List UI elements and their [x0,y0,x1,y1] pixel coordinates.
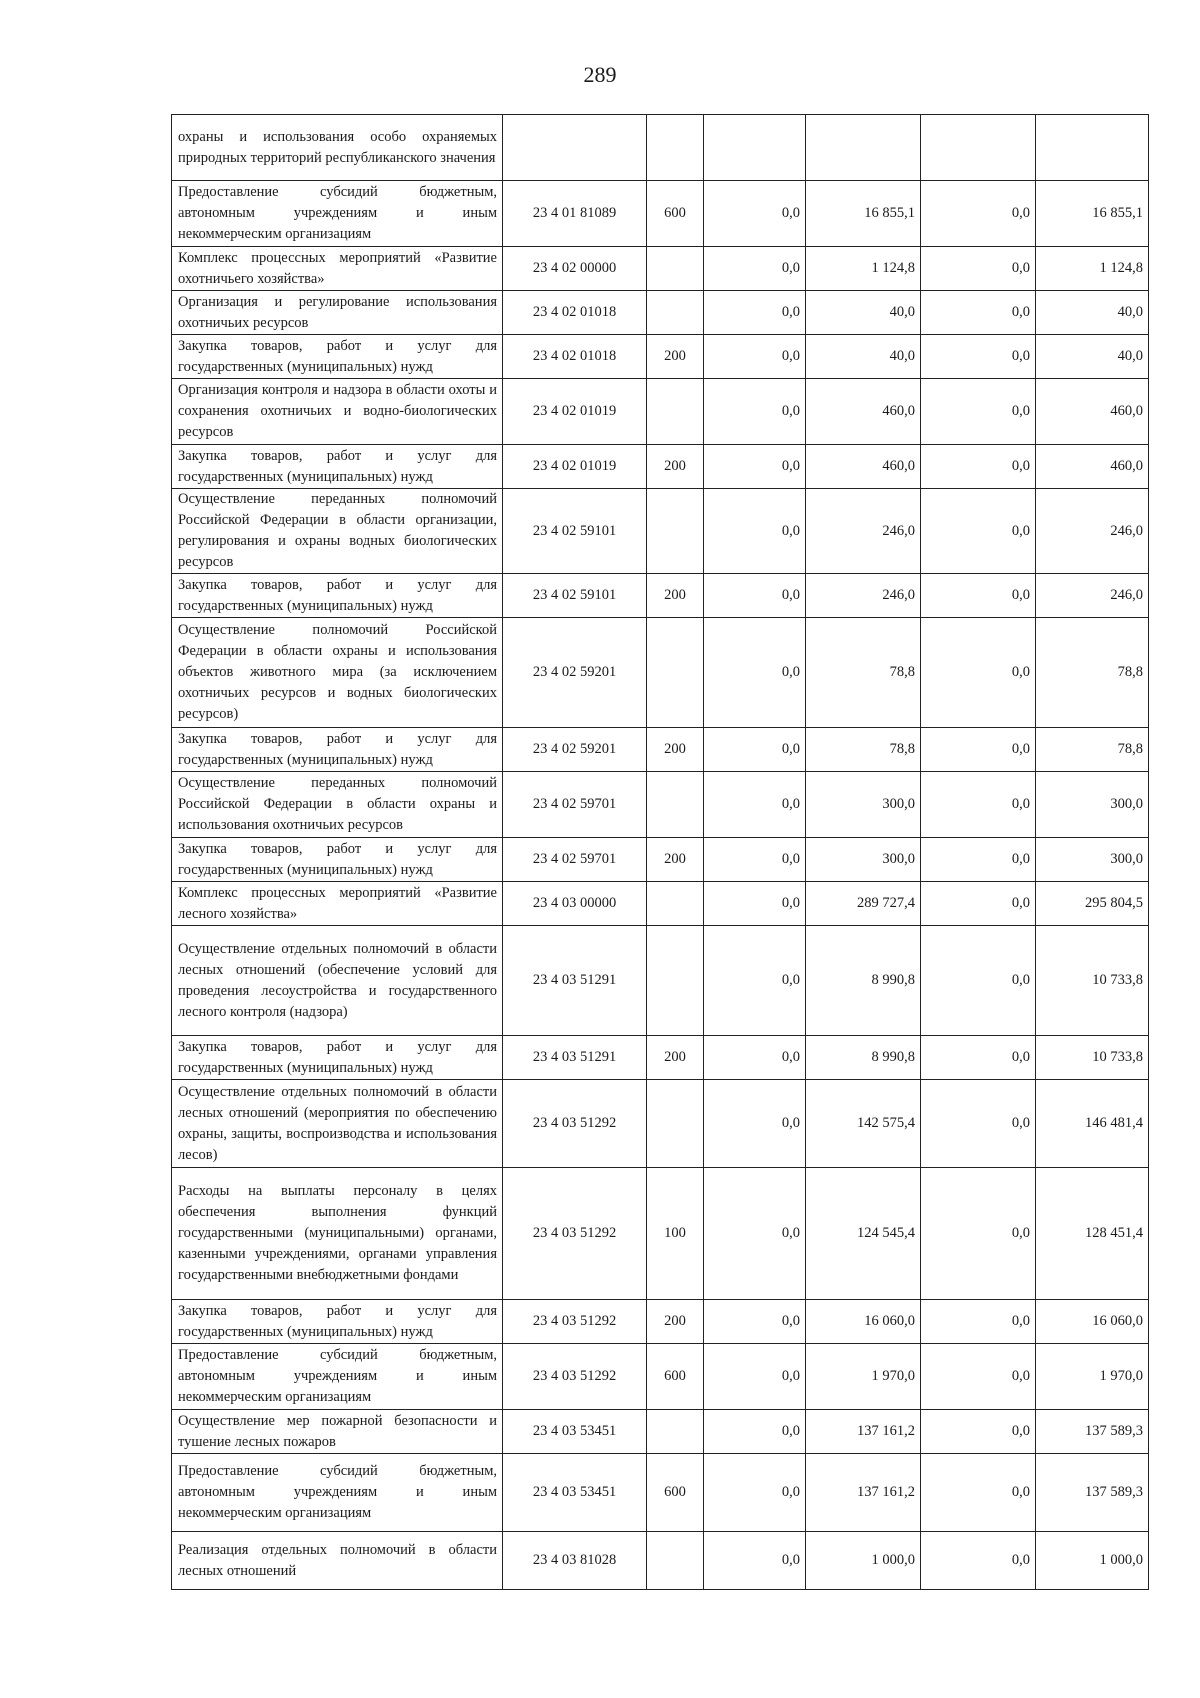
row-name: Организация контроля и надзора в области охоты и сохранения охотничьих и водно-биологических ресурсов [172,379,503,445]
row-value-1: 0,0 [704,379,806,445]
row-value-3: 0,0 [921,1300,1036,1344]
row-value-3: 0,0 [921,181,1036,247]
row-value-3: 0,0 [921,1344,1036,1410]
row-code [503,115,647,181]
row-value-4: 460,0 [1036,445,1149,489]
row-code: 23 4 03 00000 [503,882,647,926]
row-value-1: 0,0 [704,728,806,772]
row-value-4: 300,0 [1036,772,1149,838]
row-code: 23 4 03 53451 [503,1454,647,1532]
row-value-2: 78,8 [806,618,921,728]
row-value-3: 0,0 [921,618,1036,728]
table-row [172,574,1149,618]
row-value-2: 142 575,4 [806,1080,921,1168]
row-value-4: 10 733,8 [1036,926,1149,1036]
row-expense-type [647,926,704,1036]
row-value-2: 124 545,4 [806,1168,921,1300]
row-value-1: 0,0 [704,1300,806,1344]
row-value-2: 137 161,2 [806,1410,921,1454]
row-value-3: 0,0 [921,772,1036,838]
row-value-2: 300,0 [806,772,921,838]
row-name: Закупка товаров, работ и услуг для государственных (муниципальных) нужд [172,838,503,882]
row-name: Комплекс процессных мероприятий «Развитие охотничьего хозяйства» [172,247,503,291]
row-code: 23 4 02 00000 [503,247,647,291]
row-value-4: 460,0 [1036,379,1149,445]
row-value-4: 1 124,8 [1036,247,1149,291]
row-expense-type: 200 [647,574,704,618]
row-value-1: 0,0 [704,926,806,1036]
row-expense-type [647,115,704,181]
row-expense-type [647,489,704,574]
page-number: 289 [583,62,617,87]
row-code: 23 4 03 51291 [503,926,647,1036]
row-value-1: 0,0 [704,574,806,618]
row-name: Осуществление мер пожарной безопасности и тушение лесных пожаров [172,1410,503,1454]
row-value-4: 128 451,4 [1036,1168,1149,1300]
row-value-4: 295 804,5 [1036,882,1149,926]
row-name: Расходы на выплаты персоналу в целях обеспечения выполнения функций государственными (муниципальными) органами, казенными учреждениями, органами управления государственными внебюджетными фондами [172,1168,503,1300]
budget-table [171,114,1149,1590]
table-row [172,1300,1149,1344]
table-row [172,1454,1149,1532]
row-value-1: 0,0 [704,181,806,247]
row-value-3: 0,0 [921,1532,1036,1590]
row-expense-type: 200 [647,1036,704,1080]
row-value-4: 146 481,4 [1036,1080,1149,1168]
row-value-1 [704,115,806,181]
row-value-1: 0,0 [704,618,806,728]
row-value-1: 0,0 [704,445,806,489]
row-name: Закупка товаров, работ и услуг для государственных (муниципальных) нужд [172,1036,503,1080]
row-value-3: 0,0 [921,247,1036,291]
table-row [172,115,1149,181]
row-name: Предоставление субсидий бюджетным, автономным учреждениям и иным некоммерческим организациям [172,181,503,247]
row-expense-type: 200 [647,838,704,882]
row-name: Закупка товаров, работ и услуг для государственных (муниципальных) нужд [172,1300,503,1344]
row-value-3: 0,0 [921,1080,1036,1168]
row-code: 23 4 02 01018 [503,291,647,335]
row-expense-type: 100 [647,1168,704,1300]
row-expense-type [647,1080,704,1168]
row-value-4 [1036,115,1149,181]
row-value-4: 246,0 [1036,489,1149,574]
row-expense-type: 200 [647,445,704,489]
row-name: Осуществление переданных полномочий Российской Федерации в области охраны и использования охотничьих ресурсов [172,772,503,838]
row-value-2: 137 161,2 [806,1454,921,1532]
row-name: Предоставление субсидий бюджетным, автономным учреждениям и иным некоммерческим организациям [172,1454,503,1532]
row-value-2: 1 124,8 [806,247,921,291]
row-expense-type [647,1410,704,1454]
row-name: Осуществление отдельных полномочий в области лесных отношений (обеспечение условий для проведения лесоустройства и государственного лесного контроля (надзора) [172,926,503,1036]
row-value-4: 78,8 [1036,618,1149,728]
row-value-4: 1 000,0 [1036,1532,1149,1590]
row-code: 23 4 02 01018 [503,335,647,379]
table-row [172,1532,1149,1590]
row-value-3: 0,0 [921,379,1036,445]
row-value-3: 0,0 [921,291,1036,335]
row-expense-type: 600 [647,1344,704,1410]
row-value-2: 40,0 [806,291,921,335]
row-value-2: 1 970,0 [806,1344,921,1410]
row-value-2: 1 000,0 [806,1532,921,1590]
row-value-3: 0,0 [921,1454,1036,1532]
row-value-2: 289 727,4 [806,882,921,926]
row-code: 23 4 02 59101 [503,489,647,574]
row-name: Осуществление переданных полномочий Российской Федерации в области организации, регулирования и охраны водных биологических ресурсов [172,489,503,574]
row-value-1: 0,0 [704,1410,806,1454]
row-value-2 [806,115,921,181]
row-code: 23 4 03 51292 [503,1168,647,1300]
table-row [172,772,1149,838]
row-code: 23 4 03 81028 [503,1532,647,1590]
row-code: 23 4 02 59201 [503,618,647,728]
row-value-3: 0,0 [921,489,1036,574]
row-value-4: 137 589,3 [1036,1454,1149,1532]
row-value-4: 1 970,0 [1036,1344,1149,1410]
row-value-2: 16 060,0 [806,1300,921,1344]
row-value-3: 0,0 [921,882,1036,926]
row-expense-type: 200 [647,1300,704,1344]
row-value-2: 460,0 [806,445,921,489]
row-value-4: 40,0 [1036,335,1149,379]
row-value-3: 0,0 [921,728,1036,772]
table-row [172,838,1149,882]
table-row [172,882,1149,926]
row-code: 23 4 03 51291 [503,1036,647,1080]
row-expense-type [647,379,704,445]
row-value-3: 0,0 [921,335,1036,379]
row-name: Осуществление полномочий Российской Федерации в области охраны и использования объектов животного мира (за исключением охотничьих ресурсов и водных биологических ресурсов) [172,618,503,728]
row-value-1: 0,0 [704,291,806,335]
table-row [172,181,1149,247]
row-code: 23 4 02 59201 [503,728,647,772]
row-value-3 [921,115,1036,181]
row-name: Закупка товаров, работ и услуг для государственных (муниципальных) нужд [172,574,503,618]
row-expense-type [647,291,704,335]
row-value-3: 0,0 [921,1036,1036,1080]
row-code: 23 4 03 53451 [503,1410,647,1454]
row-value-4: 137 589,3 [1036,1410,1149,1454]
row-value-1: 0,0 [704,1344,806,1410]
row-name: Реализация отдельных полномочий в области лесных отношений [172,1532,503,1590]
row-value-2: 246,0 [806,489,921,574]
row-value-2: 16 855,1 [806,181,921,247]
row-name: Организация и регулирование использования охотничьих ресурсов [172,291,503,335]
row-value-1: 0,0 [704,1454,806,1532]
row-code: 23 4 03 51292 [503,1300,647,1344]
row-value-4: 16 855,1 [1036,181,1149,247]
row-value-3: 0,0 [921,838,1036,882]
row-name: охраны и использования особо охраняемых природных территорий республиканского значения [172,115,503,181]
row-name: Закупка товаров, работ и услуг для государственных (муниципальных) нужд [172,728,503,772]
table-row [172,379,1149,445]
row-value-4: 10 733,8 [1036,1036,1149,1080]
row-expense-type [647,1532,704,1590]
row-value-1: 0,0 [704,247,806,291]
row-value-4: 40,0 [1036,291,1149,335]
row-name: Предоставление субсидий бюджетным, автономным учреждениям и иным некоммерческим организациям [172,1344,503,1410]
row-name: Комплекс процессных мероприятий «Развитие лесного хозяйства» [172,882,503,926]
table-row [172,247,1149,291]
table-row [172,445,1149,489]
table-row [172,291,1149,335]
row-expense-type [647,882,704,926]
table-row [172,1168,1149,1300]
row-value-1: 0,0 [704,1080,806,1168]
budget-table-body [172,115,1149,1590]
table-row [172,1080,1149,1168]
row-expense-type: 600 [647,1454,704,1532]
row-value-1: 0,0 [704,1036,806,1080]
row-code: 23 4 02 01019 [503,445,647,489]
row-value-1: 0,0 [704,1168,806,1300]
row-value-4: 300,0 [1036,838,1149,882]
table-row [172,1036,1149,1080]
table-row [172,1410,1149,1454]
row-name: Закупка товаров, работ и услуг для государственных (муниципальных) нужд [172,335,503,379]
row-value-1: 0,0 [704,335,806,379]
row-code: 23 4 02 59701 [503,772,647,838]
row-code: 23 4 03 51292 [503,1080,647,1168]
table-row [172,1344,1149,1410]
row-expense-type [647,618,704,728]
row-value-2: 246,0 [806,574,921,618]
row-value-3: 0,0 [921,574,1036,618]
table-row [172,926,1149,1036]
row-value-3: 0,0 [921,1410,1036,1454]
row-value-4: 78,8 [1036,728,1149,772]
row-value-3: 0,0 [921,1168,1036,1300]
row-value-3: 0,0 [921,445,1036,489]
row-value-2: 8 990,8 [806,926,921,1036]
row-code: 23 4 01 81089 [503,181,647,247]
row-value-3: 0,0 [921,926,1036,1036]
table-row [172,335,1149,379]
row-expense-type: 200 [647,728,704,772]
row-code: 23 4 02 01019 [503,379,647,445]
row-value-1: 0,0 [704,1532,806,1590]
row-name: Закупка товаров, работ и услуг для государственных (муниципальных) нужд [172,445,503,489]
row-code: 23 4 02 59701 [503,838,647,882]
row-value-4: 246,0 [1036,574,1149,618]
row-expense-type: 600 [647,181,704,247]
row-value-4: 16 060,0 [1036,1300,1149,1344]
row-value-2: 40,0 [806,335,921,379]
row-expense-type [647,772,704,838]
row-value-2: 78,8 [806,728,921,772]
row-value-2: 460,0 [806,379,921,445]
row-name: Осуществление отдельных полномочий в области лесных отношений (мероприятия по обеспечению охраны, защиты, воспроизводства и использования лесов) [172,1080,503,1168]
row-value-1: 0,0 [704,489,806,574]
row-value-2: 300,0 [806,838,921,882]
table-row [172,728,1149,772]
row-expense-type: 200 [647,335,704,379]
table-row [172,618,1149,728]
row-code: 23 4 02 59101 [503,574,647,618]
row-code: 23 4 03 51292 [503,1344,647,1410]
row-value-1: 0,0 [704,838,806,882]
table-row [172,489,1149,574]
row-value-1: 0,0 [704,772,806,838]
row-value-1: 0,0 [704,882,806,926]
row-expense-type [647,247,704,291]
row-value-2: 8 990,8 [806,1036,921,1080]
